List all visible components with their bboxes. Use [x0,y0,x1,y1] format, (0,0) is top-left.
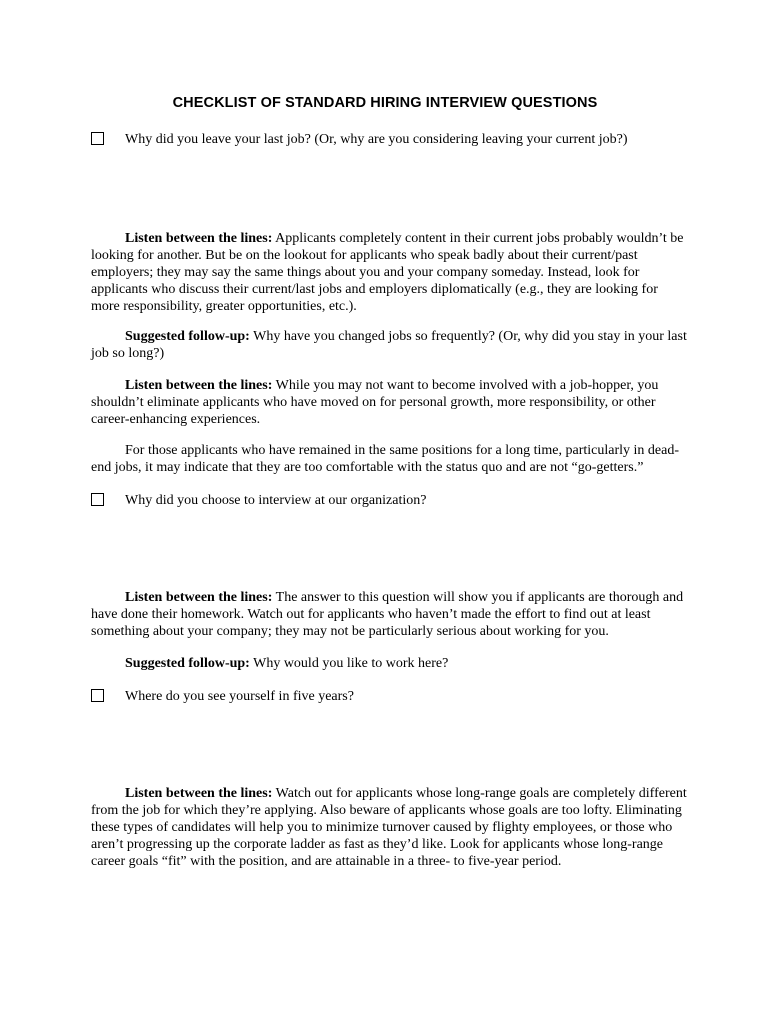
paragraph-label: Suggested follow-up: [125,329,250,344]
paragraph-text: For those applicants who have remained in the same positions for a long time, particularly in dead-end jobs, it may indicate that they are too comfortable with the status quo and are not “go-getters.” [91,443,680,475]
paragraph-2-1 [91,590,689,641]
paragraph-label: Listen between the lines: [125,786,273,801]
paragraph-label: Listen between the lines: [125,378,273,393]
paragraph-1-2 [91,329,689,363]
paragraph-text: While you may not want to become involved with a job-hopper, you shouldn’t eliminate applicants who have moved on for personal growth, more responsibility, or other career-enhancing experiences. [91,378,659,427]
paragraph-text: The answer to this question will show you if applicants are thorough and have done their homework. Watch out for applicants who haven’t made the effort to find out at least something about your company; they may not be particularly serious about working for you. [91,590,684,639]
paragraph-label: Suggested follow-up: [125,656,250,671]
document-title: CHECKLIST OF STANDARD HIRING INTERVIEW QUESTIONS [172,95,598,111]
paragraph-1-3 [91,378,689,429]
question-2-text: Why did you choose to interview at our organization? [125,493,427,508]
checkbox-icon[interactable] [91,132,104,145]
paragraph-1-4 [91,443,689,477]
question-1-text: Why did you leave your last job? (Or, why are you considering leaving your current job?) [125,132,628,147]
paragraph-label: Listen between the lines: [125,231,273,246]
paragraph-text: Applicants completely content in their current jobs probably wouldn’t be looking for another. But be on the lookout for applicants who speak badly about their current/past employers; they may say the same things about you and your company someday. Instead, look for applicants who discuss their current/last jobs and employers diplomatically (e.g., they are looking for more responsibility, greater opportunities, etc.). [91,231,684,314]
paragraph-text: Watch out for applicants whose long-range goals are completely different from the job for which they’re applying. Also beware of applicants whose goals are too lofty. Eliminating these types of candidates will help you to minimize turnover caused by flighty employees, or those who aren’t progressing up the corporate ladder as fast as they’d like. Look for applicants whose long-range career goals “fit” with the position, and are attainable in a three- to five-year period. [91,786,687,869]
paragraph-1-1 [91,231,689,316]
checkbox-icon[interactable] [91,493,104,506]
paragraph-text: Why have you changed jobs so frequently? (Or, why did you stay in your last job so long?) [91,329,687,361]
question-3-text: Where do you see yourself in five years? [125,689,354,704]
paragraph-2-2 [91,656,689,673]
checkbox-icon[interactable] [91,689,104,702]
paragraph-label: Listen between the lines: [125,590,273,605]
paragraph-3-1 [91,786,689,871]
paragraph-text: Why would you like to work here? [249,656,449,671]
